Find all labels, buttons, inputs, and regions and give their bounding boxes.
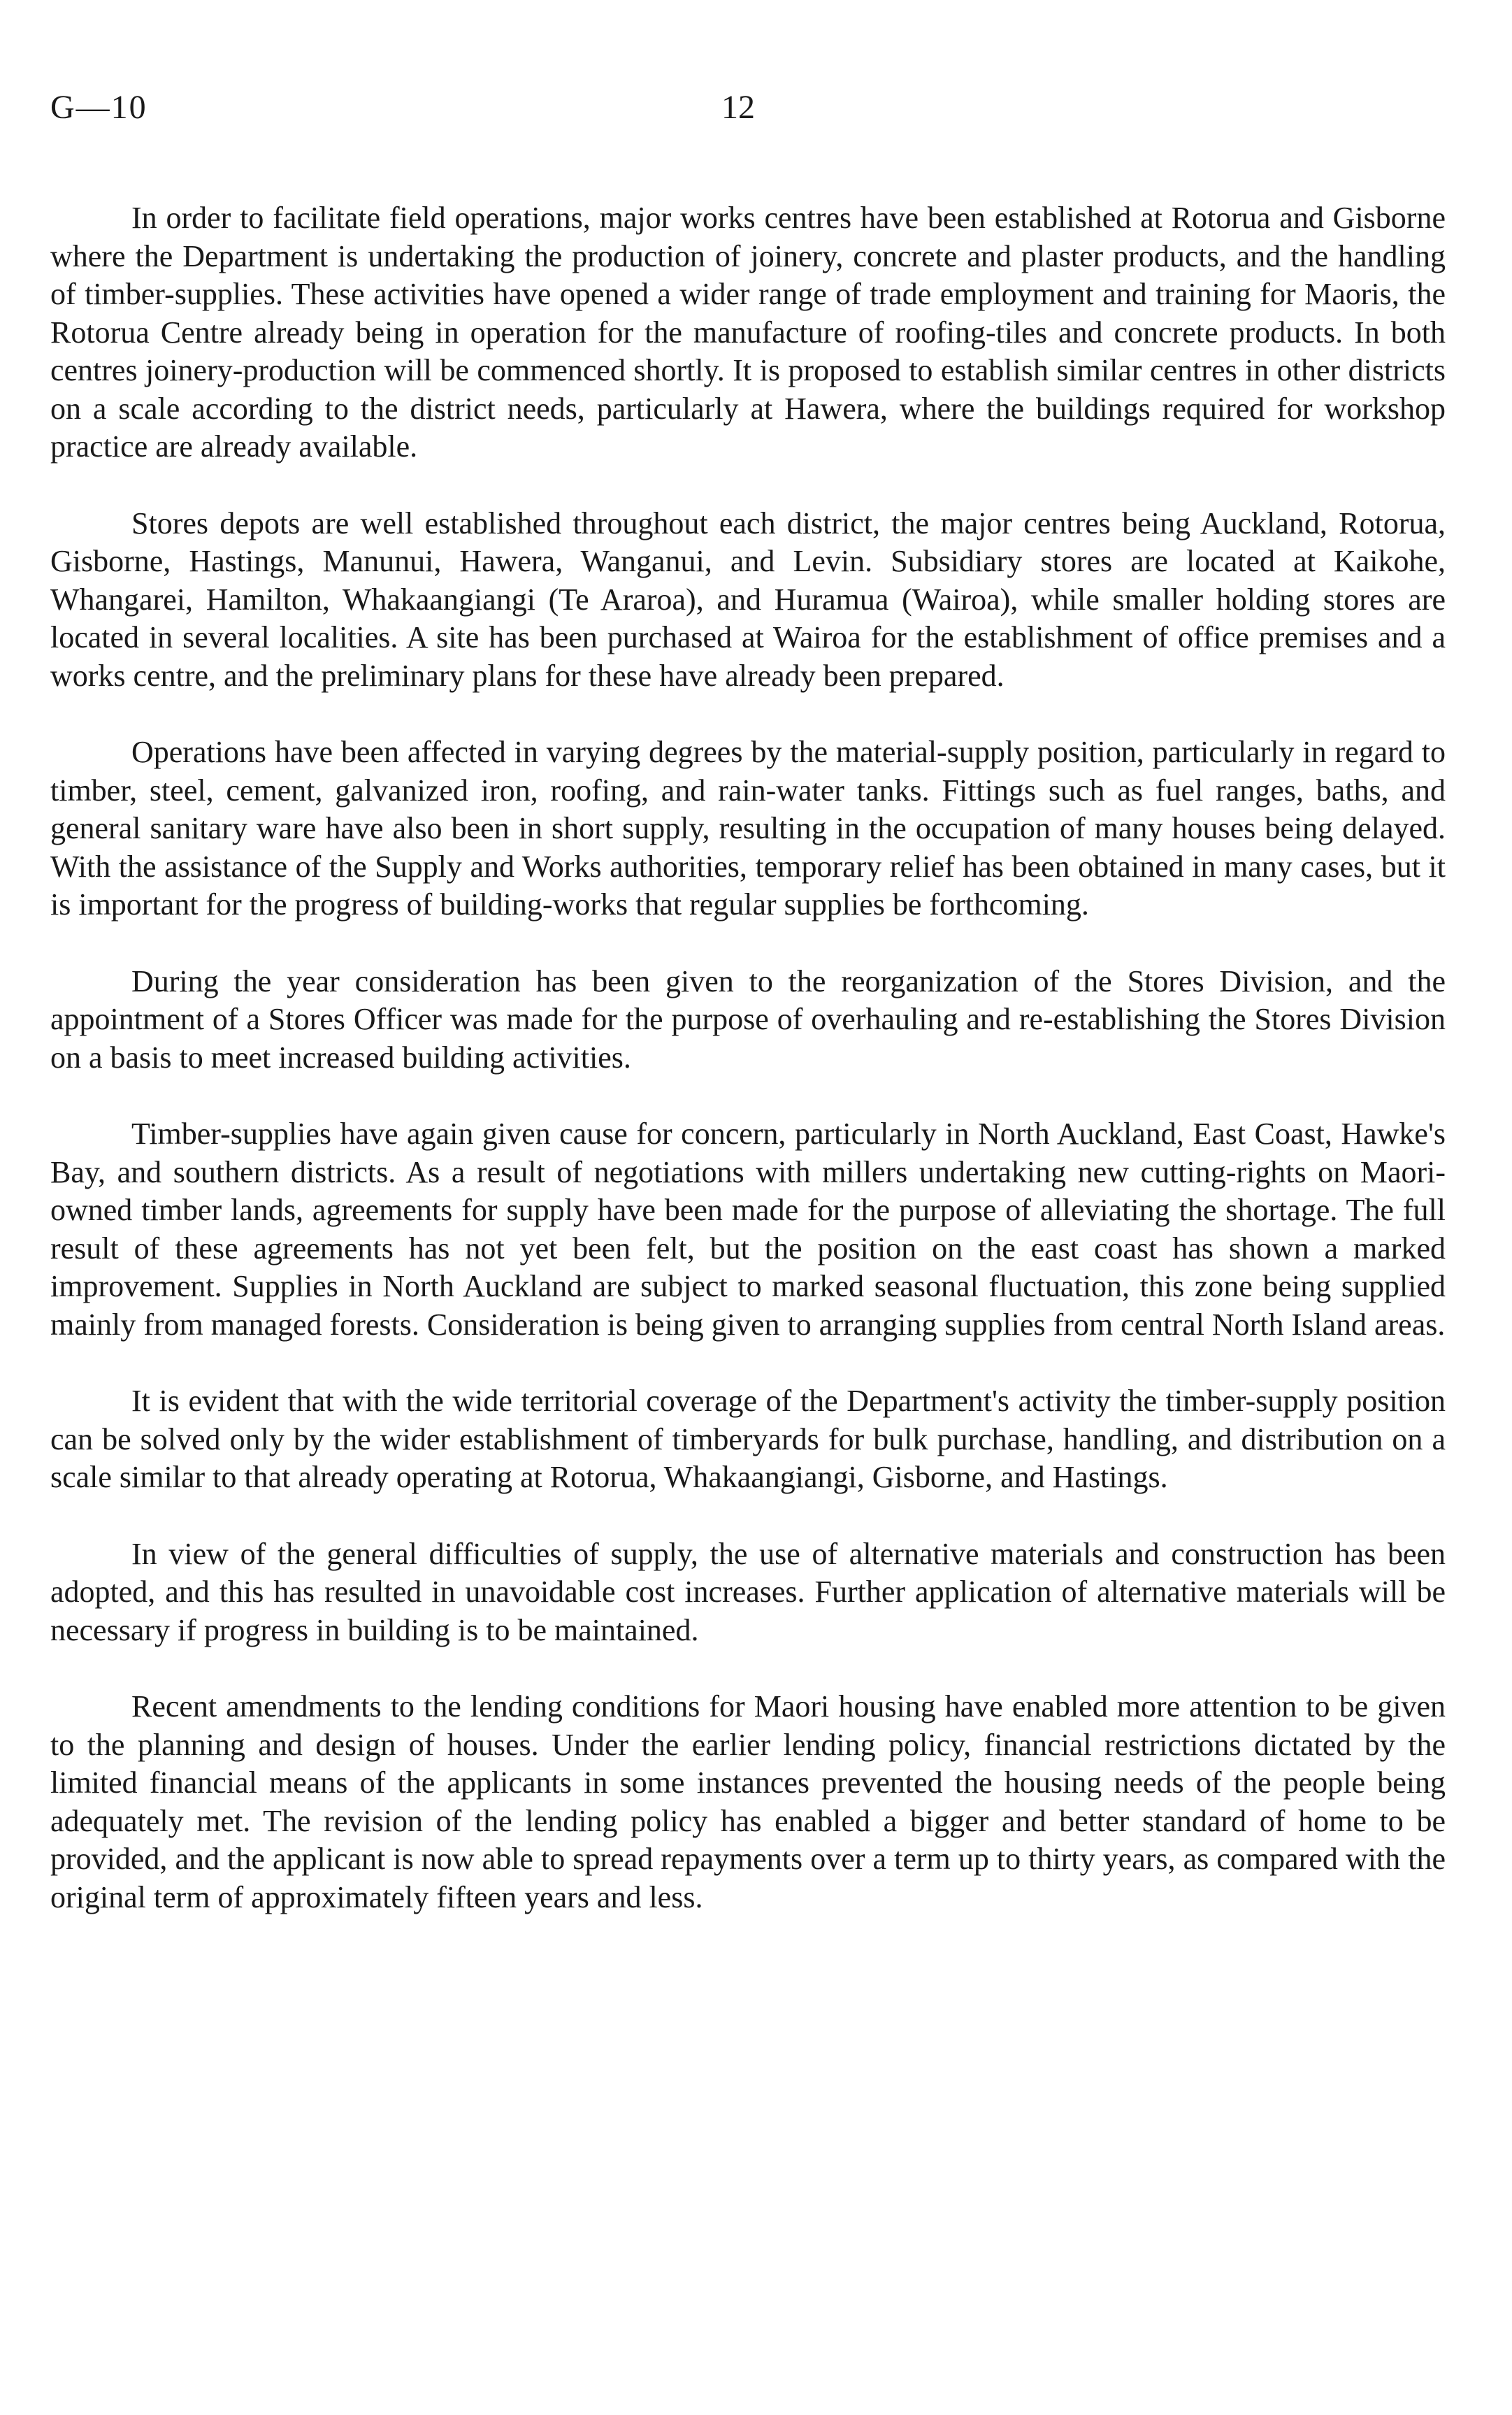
paragraph-alternative-materials: In view of the general difficulties of supply, the use of alternative materials and construction has been adopted, and this has resulted in unavoidable cost increases. Further application of alternative materials will be necessary if progress in building is to be maintained.: [50, 1536, 1446, 1647]
paragraph-material-supply: Operations have been affected in varying degrees by the material-supply position, particularly in regard to timber, steel, cement, galvanized iron, roofing, and rain-water tanks. Fittings such as fuel ranges, baths, and general sanitary ware have also been in short supply, resulting in the occupation of many houses being delayed. With the assistance of the Supply and Works authorities, temporary relief has been obtained in many cases, but it is important for the progress of building-works that regular supplies be forthcoming.: [50, 735, 1446, 922]
document-reference: G—10: [50, 89, 147, 126]
paragraph-lending-conditions: Recent amendments to the lending conditions for Maori housing have enabled more attention to be given to the planning and design of houses. Under the earlier lending policy, financial restrictions dictated by the limited financial means of the applicants in some instances prevented the housing needs of the people being adequately met. The revision of the lending policy has enabled a bigger and better standard of home to be provided, and the applicant is now able to spread repayments over a term up to thirty years, as compared with the original term of approximately fifteen years and less.: [50, 1689, 1446, 1914]
document-page: [50, 91, 1446, 1955]
paragraph-stores-division: During the year consideration has been given to the reorganization of the Stores Division, and the appointment of a Stores Officer was made for the purpose of overhauling and re-establishing the Stores Division on a basis to meet increased building activities.: [50, 963, 1446, 1075]
page-number: 12: [721, 89, 755, 126]
paragraph-timber-yards: It is evident that with the wide territorial coverage of the Department's activity the timber-supply position can be solved only by the wider establishment of timberyards for bulk purchase, handling, and distribution on a scale similar to that already operating at Rotorua, Whakaangiangi, Gisborne, and Hastings.: [50, 1384, 1446, 1494]
paragraph-works-centres: In order to facilitate field operations, major works centres have been established at Rotorua and Gisborne where the Department is undertaking the production of joinery, concrete and plaster products, and the handling of timber-supplies. These activities have opened a wider range of trade employment and training for Maoris, the Rotorua Centre already being in operation for the manufacture of roofing-tiles and concrete products. In both centres joinery-production will be commenced shortly. It is proposed to establish similar centres in other districts on a scale according to the district needs, particularly at Hawera, where the buildings required for workshop practice are already available.: [50, 201, 1446, 464]
page-header: [50, 91, 1446, 147]
paragraph-timber-supplies: Timber-supplies have again given cause for concern, particularly in North Auckland, East Coast, Hawke's Bay, and southern districts. As a result of negotiations with millers undertaking new cutting-rights on Maori-owned timber lands, agreements for supply have been made for the purpose of alleviating the shortage. The full result of these agreements has not yet been felt, but the position on the east coast has shown a marked improvement. Supplies in North Auckland are subject to marked seasonal fluctuation, this zone being supplied mainly from managed forests. Consideration is being given to arranging supplies from central North Island areas.: [50, 1117, 1446, 1342]
paragraph-stores-depots: Stores depots are well established throughout each district, the major centres being Auckland, Rotorua, Gisborne, Hastings, Manunui, Hawera, Wanganui, and Levin. Subsidiary stores are located at Kaikohe, Whangarei, Hamilton, Whakaangiangi (Te Araroa), and Huramua (Wairoa), while smaller holding stores are located in several localities. A site has been purchased at Wairoa for the establishment of office premises and a works centre, and the preliminary plans for these have already been prepared.: [50, 506, 1446, 693]
